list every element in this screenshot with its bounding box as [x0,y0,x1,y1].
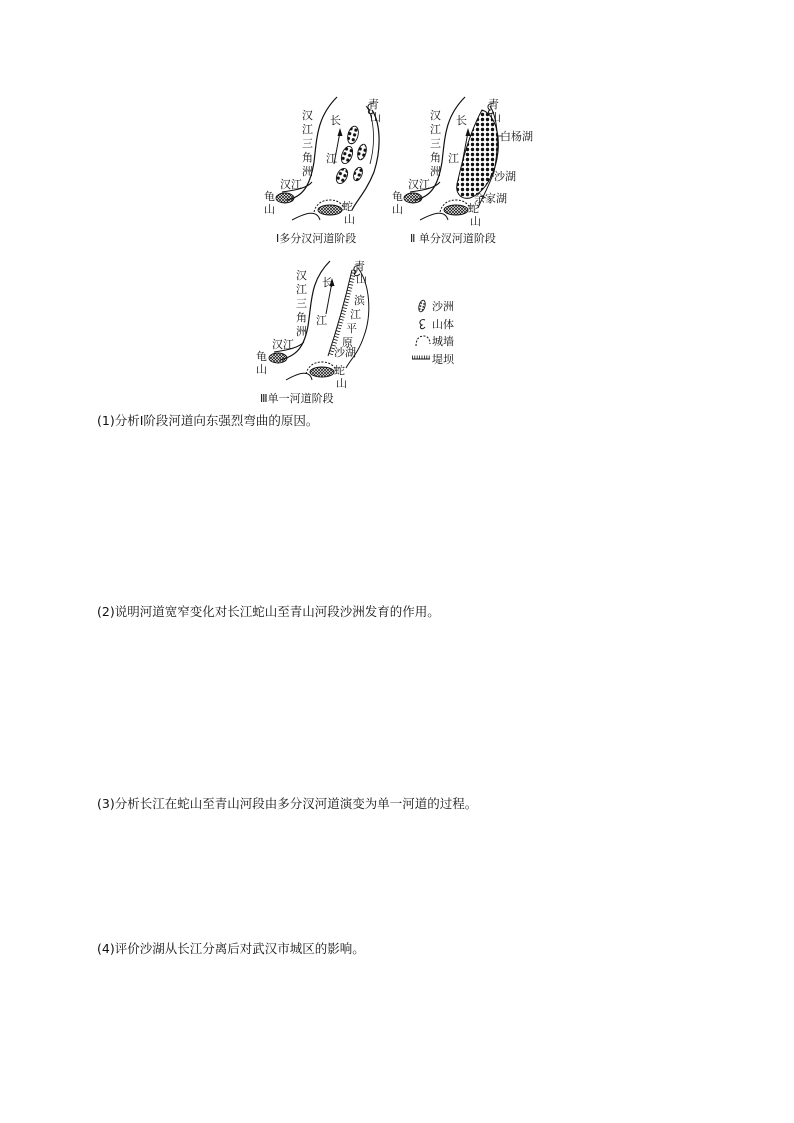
question-3: (3)分析长江在蛇山至青山河段由多分汊河道演变为单一河道的过程。 [97,796,478,811]
figure-caption: Ⅰ多分汉河道阶段 [276,232,357,245]
baiyanghu-label: 白杨湖 [500,130,533,143]
sheshan-hill [310,367,334,377]
legend-label-dike: 堤坝 [432,353,454,366]
shahu-label: 沙湖 [334,346,356,359]
question-2: (2)说明河道宽窄变化对长江蛇山至青山河段沙洲发育的作用。 [97,604,440,619]
yujiahu-label: 余家湖 [474,192,507,205]
guishan-label: 龟 [392,190,403,203]
guishan-label: 山 [392,203,403,216]
lower-bank-line [292,213,320,220]
guishan-hill [404,193,422,203]
sheshan-label: 蛇 [468,202,479,215]
lower-bank-line [286,373,312,380]
sheshan-label: 山 [470,215,481,228]
figure-stage-2 [390,92,540,252]
city-wall-icon [416,336,430,346]
delta-char: 江 [296,283,307,296]
qingshan-label: 青 [354,260,365,273]
guishan-hill [276,193,294,203]
sheshan-label: 蛇 [334,364,345,377]
flow-arrow-head [338,128,343,136]
river-label-chang: 长 [322,276,333,289]
figure-stage-3 [250,256,390,408]
delta-char: 角 [430,151,441,164]
plain-char: 江 [350,308,361,321]
flow-arrow-head [466,128,471,136]
delta-char: 角 [302,151,313,164]
legend-label-hill: 山体 [432,318,454,331]
stage-1-map [262,92,392,252]
sheshan-label: 蛇 [342,200,353,213]
stage-3-map [250,256,390,408]
hanjiang-label: 汉江 [272,338,294,351]
river-label-jiang: 江 [326,152,337,165]
river-label-jiang: 江 [448,152,459,165]
delta-char: 洲 [430,165,441,178]
delta-char: 江 [302,123,313,136]
sheshan-label: 山 [344,213,355,226]
delta-char: 洲 [296,325,307,338]
legend-svg [410,296,480,370]
hill-icon [420,320,425,329]
guishan-label: 山 [264,203,275,216]
sheshan-label: 山 [336,377,347,390]
delta-char: 汉 [302,109,313,122]
river-label-chang: 长 [330,114,341,127]
delta-char: 三 [430,137,441,150]
legend-label-city-wall: 城墙 [432,335,454,348]
guishan-label: 龟 [264,190,275,203]
question-4: (4)评价沙湖从长江分离后对武汉市城区的影响。 [97,941,365,956]
qingshan-label: 山 [490,111,501,124]
river-label-jiang: 江 [316,314,327,327]
sand-bar [334,167,350,186]
qingshan-label: 山 [370,111,381,124]
plain-char: 滨 [354,294,365,307]
legend-label-sand-bar: 沙洲 [432,300,454,313]
qingshan-label: 山 [356,273,367,286]
sand-bar [356,143,368,161]
river-label-chang: 长 [456,114,467,127]
delta-char: 汉 [430,109,441,122]
sheshan-hill [444,205,468,215]
guishan-label: 山 [256,363,267,376]
delta-char: 三 [296,297,307,310]
guishan-label: 龟 [256,350,267,363]
hanjiang-label: 汉江 [280,178,302,191]
qingshan-label: 青 [488,98,499,111]
delta-char: 角 [296,311,307,324]
question-1: (1)分析Ⅰ阶段河道向东强烈弯曲的原因。 [97,413,319,428]
lower-bank-line [420,213,448,220]
figure-caption: Ⅲ单一河道阶段 [260,392,334,405]
sand-bar [352,166,364,182]
sand-bar [339,145,355,165]
delta-char: 江 [430,123,441,136]
stage-2-map [390,92,540,252]
figure-stage-1 [262,92,392,252]
delta-char: 汉 [296,269,307,282]
guishan-hill [269,353,287,363]
figure-caption: Ⅱ 单分汊河道阶段 [410,232,496,245]
sheshan-hill [318,205,342,215]
delta-char: 洲 [302,165,313,178]
shahu-label: 沙湖 [494,170,516,183]
map-legend [410,296,480,370]
sand-bar [346,125,360,145]
hanjiang-label: 汉江 [408,178,430,191]
plain-char: 平 [346,322,357,335]
sand-bar-icon [418,299,427,312]
qingshan-label: 青 [368,98,379,111]
delta-char: 三 [302,137,313,150]
plain-char: 原 [342,336,353,349]
east-bank-line [352,110,379,210]
